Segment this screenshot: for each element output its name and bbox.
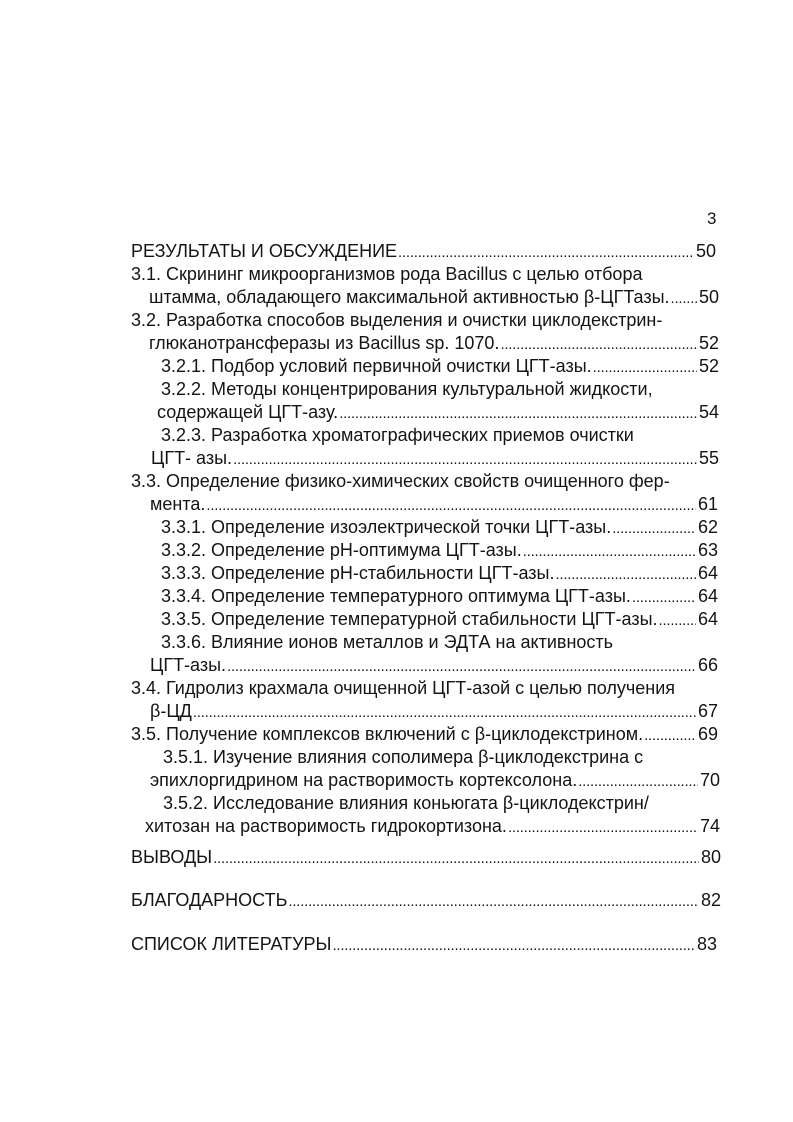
toc-entry-3-3-line1[interactable]: 3.3. Определение физико-химических свойств очищенного фер-	[131, 471, 670, 491]
dot-leader	[213, 845, 699, 871]
toc-entry-3-3-3[interactable]	[161, 561, 718, 585]
toc-entry-page: 64	[697, 563, 718, 583]
toc-entry-3-2-3-line1[interactable]: 3.2.3. Разработка хроматографических приемов очистки	[161, 425, 634, 445]
toc-entry-title: 3.3.1. Определение изоэлектрической точки ЦГТ-азы.	[161, 517, 612, 537]
toc-entry-3-5-1[interactable]	[150, 768, 720, 792]
toc-entry-title: хитозан на растворимость гидрокортизона.	[145, 816, 507, 836]
toc-entry-references[interactable]	[131, 932, 717, 956]
toc-entry-3-2-line1[interactable]: 3.2. Разработка способов выделения и очистки циклодекстрин-	[131, 310, 663, 330]
toc-entry-page: 64	[697, 586, 718, 606]
toc-entry-title: содержащей ЦГТ-азу.	[157, 402, 339, 422]
toc-entry-3-3-1[interactable]	[161, 515, 718, 539]
dot-leader	[671, 285, 697, 311]
toc-entry-3-3[interactable]	[150, 492, 718, 516]
toc-entry-3-2-1[interactable]	[161, 354, 719, 378]
toc-entry-3-4[interactable]	[150, 699, 718, 723]
toc-entry-title: мента.	[150, 494, 206, 514]
toc-entry-page: 55	[698, 448, 719, 468]
toc-entry-3-3-4[interactable]	[161, 584, 718, 608]
toc-entry-3-3-6[interactable]	[150, 653, 718, 677]
toc-entry-title: РЕЗУЛЬТАТЫ И ОБСУЖДЕНИЕ	[131, 241, 398, 261]
toc-entry-3-5-1-line1[interactable]: 3.5.1. Изучение влияния сополимера β-циклодекстрина с	[163, 747, 644, 767]
toc-entry-page: 62	[697, 517, 718, 537]
toc-entry-3-4-line1[interactable]: 3.4. Гидролиз крахмала очищенной ЦГТ-азой с целью получения	[131, 678, 676, 698]
toc-entry-3-3-6-line1[interactable]: 3.3.6. Влияние ионов металлов и ЭДТА на активность	[161, 632, 614, 652]
toc-entry-3-1-line1[interactable]: 3.1. Скрининг микроорганизмов рода Bacillus с целью отбора	[131, 264, 643, 284]
toc-entry-title: 3.3.2. Определение рН-оптимума ЦГТ-азы.	[161, 540, 522, 560]
toc-entry-acknowledgements[interactable]	[131, 888, 721, 912]
toc-entry-title: штамма, обладающего максимальной активностью β-ЦГТазы.	[149, 287, 670, 307]
toc-entry-3-2[interactable]	[149, 331, 719, 355]
toc-entry-3-3-2[interactable]	[161, 538, 718, 562]
toc-entry-title: ВЫВОДЫ	[131, 847, 213, 867]
toc-entry-page: 52	[698, 333, 719, 353]
toc-entry-page: 82	[700, 890, 721, 910]
toc-entry-page: 63	[697, 540, 718, 560]
toc-entry-3-2-3[interactable]	[151, 446, 719, 470]
toc-entry-title: 3.3.4. Определение температурного оптимума ЦГТ-азы.	[161, 586, 631, 606]
toc-entry-results[interactable]	[131, 239, 716, 263]
toc-entry-3-3-5[interactable]	[161, 607, 718, 631]
dot-leader	[644, 722, 696, 748]
toc-entry-page: 74	[699, 816, 720, 836]
toc-entry-3-5-2[interactable]	[145, 814, 720, 838]
toc-entry-conclusions[interactable]	[131, 845, 721, 869]
toc-entry-title: СПИСОК ЛИТЕРАТУРЫ	[131, 934, 332, 954]
toc-entry-page: 50	[695, 241, 716, 261]
toc-entry-title: БЛАГОДАРНОСТЬ	[131, 890, 288, 910]
toc-entry-page: 83	[696, 934, 717, 954]
dot-leader	[508, 814, 698, 840]
toc-entry-title: ЦГТ-азы.	[150, 655, 227, 675]
toc-entry-title: β-ЦД	[150, 701, 192, 721]
toc-entry-3-1[interactable]	[149, 285, 719, 309]
dot-leader	[659, 607, 696, 633]
toc-entry-page: 61	[697, 494, 718, 514]
toc-entry-page: 64	[697, 609, 718, 629]
toc-entry-title: 3.3.5. Определение температурной стабильности ЦГТ-азы.	[161, 609, 658, 629]
toc-entry-title: 3.3.3. Определение рН-стабильности ЦГТ-азы.	[161, 563, 555, 583]
dot-leader	[288, 888, 699, 914]
toc-entry-3-5[interactable]	[131, 722, 718, 746]
toc-entry-page: 52	[698, 356, 719, 376]
toc-entry-page: 67	[697, 701, 718, 721]
toc-entry-3-2-2[interactable]	[157, 400, 719, 424]
toc-entry-title: 3.2.1. Подбор условий первичной очистки ЦГТ-азы.	[161, 356, 592, 376]
toc-entry-3-2-2-line1[interactable]: 3.2.2. Методы концентрирования культуральной жидкости,	[161, 379, 653, 399]
page-number: 3	[707, 209, 717, 228]
toc-entry-title: 3.5. Получение комплексов включений с β-циклодекстрином.	[131, 724, 644, 744]
dot-leader	[333, 932, 695, 958]
toc-entry-page: 70	[699, 770, 720, 790]
toc-entry-page: 80	[700, 847, 721, 867]
toc-entry-page: 66	[697, 655, 718, 675]
toc-entry-3-5-2-line1[interactable]: 3.5.2. Исследование влияния коньюгата β-циклодекстрин/	[163, 793, 649, 813]
toc-entry-page: 54	[698, 402, 719, 422]
toc-entry-title: глюканотрансферазы из Bacillus sp. 1070.	[149, 333, 500, 353]
toc-entry-page: 69	[697, 724, 718, 744]
toc-entry-title: ЦГТ- азы.	[151, 448, 233, 468]
toc-entry-page: 50	[698, 287, 719, 307]
toc-entry-title: эпихлоргидрином на растворимость кортексолона.	[150, 770, 578, 790]
